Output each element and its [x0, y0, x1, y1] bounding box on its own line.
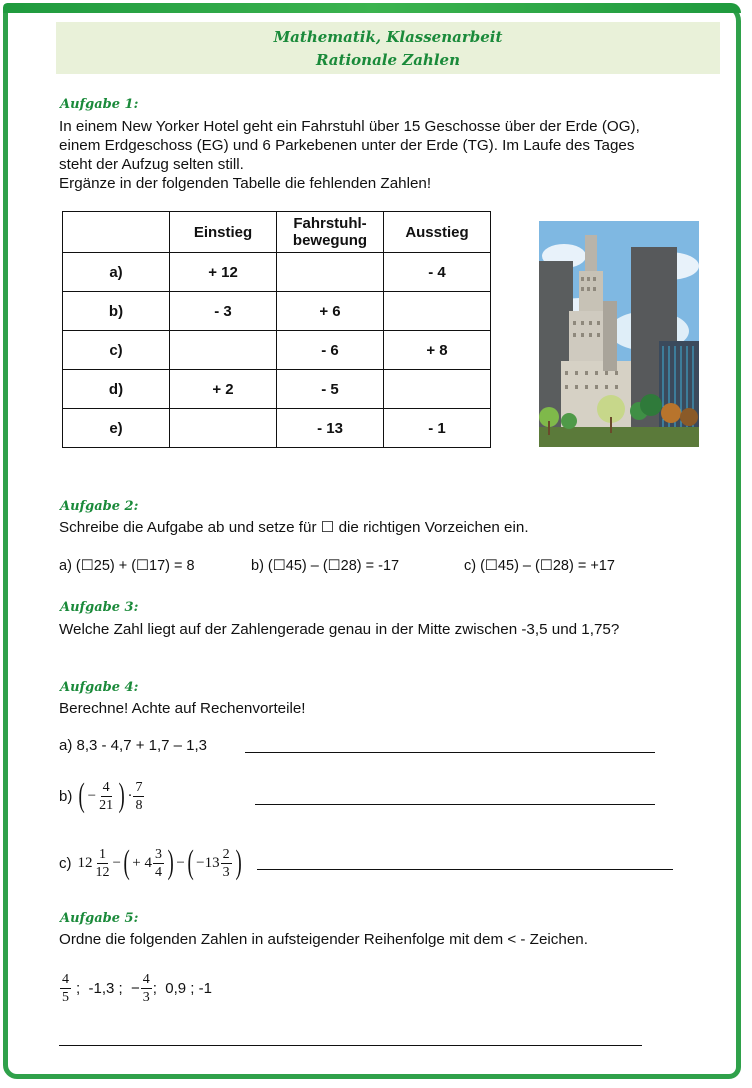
task1-line: einem Erdgeschoss (EG) und 6 Parkebenen unter der Erde (TG). Im Laufe des Tages [59, 137, 635, 154]
denominator: 12 [95, 864, 110, 880]
table-cell[interactable] [170, 409, 277, 448]
number-list: ; -1,3 ; − [76, 979, 140, 997]
task3-title: Aufgabe 3: [60, 600, 139, 615]
denominator: 5 [62, 989, 69, 1005]
table-cell[interactable] [384, 292, 491, 331]
task2-item-b: b) (☐45) – (☐28) = -17 [251, 558, 400, 574]
table-cell: - 6 [277, 331, 384, 370]
table-cell: a) [63, 253, 170, 292]
task1-text [59, 117, 719, 193]
paren-open: ( [123, 844, 130, 881]
numerator: 7 [135, 779, 143, 795]
task5-title: Aufgabe 5: [60, 911, 139, 926]
table-row [63, 331, 491, 370]
task1-line: steht der Aufzug selten still. [59, 156, 244, 173]
table-cell[interactable] [170, 331, 277, 370]
table-cell: + 12 [170, 253, 277, 292]
table-cell[interactable] [277, 253, 384, 292]
task4-item-b [59, 773, 145, 819]
answer-line[interactable] [255, 804, 655, 805]
table-row [63, 370, 491, 409]
whole-number: 12 [77, 854, 93, 871]
item-label: b) [59, 787, 73, 805]
table-row [63, 292, 491, 331]
header-line: Fahrstuhl- [293, 215, 367, 232]
task5-text: Ordne die folgenden Zahlen in aufsteigender Reihenfolge mit dem < - Zeichen. [59, 931, 588, 948]
numerator: 4 [142, 971, 150, 987]
item-label: c) [59, 854, 72, 872]
fraction [94, 846, 112, 881]
numerator: 4 [62, 971, 69, 987]
fraction [141, 971, 152, 1006]
numerator: 3 [155, 846, 163, 862]
header-line: bewegung [292, 232, 368, 249]
paren-close: ) [167, 844, 174, 881]
table-header-cell [277, 212, 384, 253]
number-list: ; 0,9 ; -1 [152, 979, 212, 997]
city-skyline-illustration [539, 221, 699, 447]
mixed-number: −13 [196, 854, 220, 871]
table-cell: + 6 [277, 292, 384, 331]
task4-item-a: a) 8,3 - 4,7 + 1,7 – 1,3 [59, 737, 208, 754]
minus-sign: − [112, 854, 121, 871]
elevator-table [62, 211, 491, 448]
table-row [63, 409, 491, 448]
paren-close: ) [118, 777, 125, 814]
table-cell: - 13 [277, 409, 384, 448]
numerator: 1 [99, 846, 106, 862]
paren-open: ( [78, 777, 86, 814]
page-header [56, 22, 720, 74]
task4-text: Berechne! Achte auf Rechenvorteile! [59, 700, 306, 717]
answer-line[interactable] [59, 1045, 642, 1046]
task2-item-a: a) (☐25) + (☐17) = 8 [59, 558, 195, 574]
fraction [60, 971, 71, 1006]
task5-numbers [59, 966, 212, 1010]
table-cell: - 3 [170, 292, 277, 331]
table-cell: + 2 [170, 370, 277, 409]
denominator: 3 [222, 864, 230, 880]
table-cell: - 5 [277, 370, 384, 409]
table-cell[interactable] [384, 370, 491, 409]
table-row [63, 253, 491, 292]
paren-close: ) [235, 844, 242, 881]
paren-open: ( [187, 844, 194, 881]
denominator: 4 [155, 864, 163, 880]
table-header-cell [63, 212, 170, 253]
fraction [97, 779, 115, 814]
task1-title: Aufgabe 1: [60, 97, 139, 112]
page-title: Mathematik, Klassenarbeit [273, 28, 503, 46]
answer-line[interactable] [257, 869, 673, 870]
minus-sign: − [176, 854, 185, 871]
table-header-cell: Ausstieg [384, 212, 491, 253]
table-cell: e) [63, 409, 170, 448]
denominator: 21 [99, 797, 114, 813]
table-cell: b) [63, 292, 170, 331]
table-cell: - 1 [384, 409, 491, 448]
minus-sign: − [87, 787, 97, 804]
task2-title: Aufgabe 2: [60, 499, 139, 514]
denominator: 3 [142, 989, 150, 1005]
fraction [153, 846, 164, 881]
multiply-dot: · [127, 787, 133, 804]
fraction [133, 779, 144, 814]
task4-title: Aufgabe 4: [60, 680, 139, 695]
table-header-row [63, 212, 491, 253]
table-cell: c) [63, 331, 170, 370]
table-cell: + 8 [384, 331, 491, 370]
table-cell: - 4 [384, 253, 491, 292]
task1-line: Ergänze in der folgenden Tabelle die fehlenden Zahlen! [59, 175, 432, 192]
page-subtitle: Rationale Zahlen [316, 51, 460, 69]
task2-text: Schreibe die Aufgabe ab und setze für ☐ die richtigen Vorzeichen ein. [59, 519, 529, 536]
task2-item-c: c) (☐45) – (☐28) = +17 [464, 558, 615, 574]
table-cell: d) [63, 370, 170, 409]
task1-line: In einem New Yorker Hotel geht ein Fahrstuhl über 15 Geschosse über der Erde (OG), [59, 118, 640, 135]
numerator: 2 [222, 846, 230, 862]
denominator: 8 [135, 797, 143, 813]
task4-item-c [59, 840, 244, 886]
task3-text: Welche Zahl liegt auf der Zahlengerade genau in der Mitte zwischen -3,5 und 1,75? [59, 621, 620, 638]
answer-line[interactable] [245, 752, 655, 753]
table-header-cell: Einstieg [170, 212, 277, 253]
numerator: 4 [102, 779, 110, 795]
mixed-number: + 4 [132, 854, 153, 871]
fraction [221, 846, 232, 881]
